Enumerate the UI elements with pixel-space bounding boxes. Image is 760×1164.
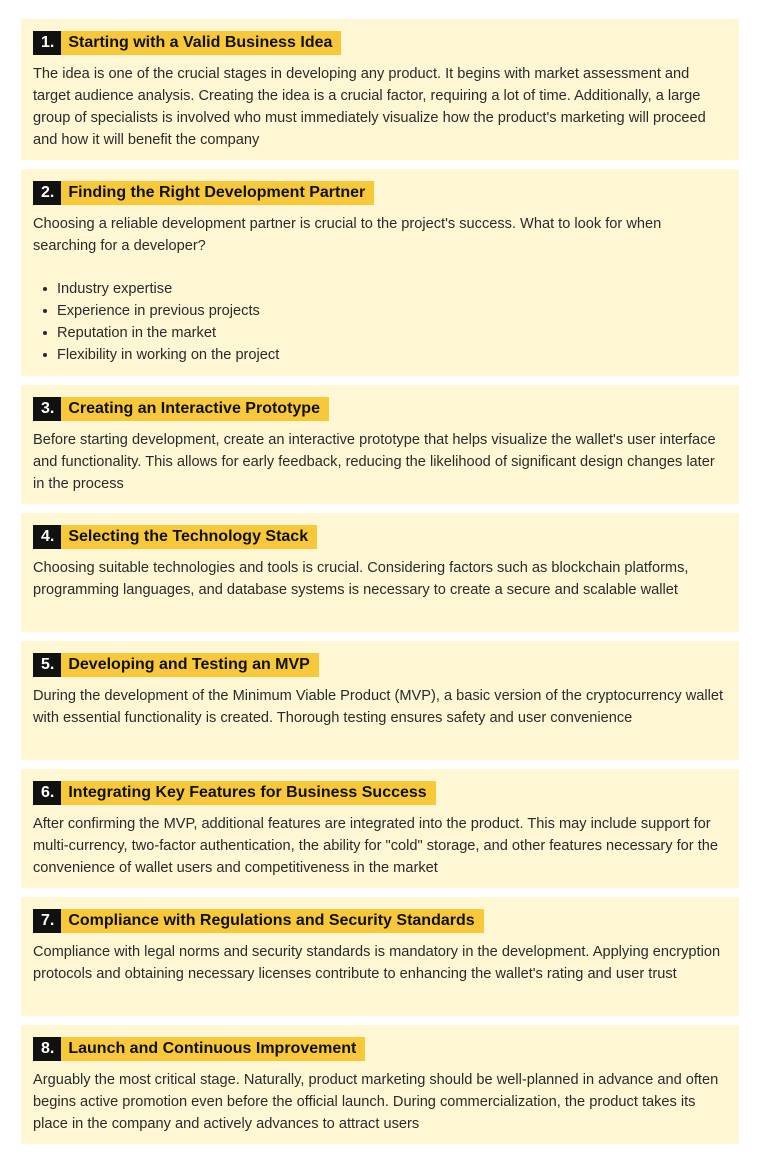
step-title: Finding the Right Development Partner	[61, 181, 374, 205]
step-card-7	[21, 897, 739, 1016]
step-card-5	[21, 641, 739, 760]
developer-criteria-list	[33, 278, 727, 366]
step-number: 3.	[33, 397, 61, 421]
step-heading	[33, 781, 727, 805]
step-description: Choosing suitable technologies and tools is crucial. Considering factors such as blockchain platforms, programming languages, and database systems is necessary to create a secure and scalable wallet	[33, 560, 689, 598]
step-card-1	[21, 19, 739, 160]
step-number: 8.	[33, 1037, 61, 1061]
step-number: 6.	[33, 781, 61, 805]
step-heading	[33, 653, 727, 677]
list-item: Experience in previous projects	[57, 300, 727, 322]
step-description: The idea is one of the crucial stages in developing any product. It begins with market assessment and target audience analysis. Creating the idea is a crucial factor, requiring a lot of time. Additionally, a large group of specialists is involved who must immediately visualize how the product's marketing will proceed and how it will benefit the company	[33, 66, 706, 148]
step-card-3	[21, 385, 739, 504]
step-number: 2.	[33, 181, 61, 205]
step-description: Compliance with legal norms and security standards is mandatory in the development. Applying encryption protocols and obtaining necessary licenses contribute to enhancing the wallet's rating and user trust	[33, 944, 721, 982]
step-number: 4.	[33, 525, 61, 549]
step-description: After confirming the MVP, additional features are integrated into the product. This may include support for multi-currency, two-factor authentication, the ability for "cold" storage, and other features necessary for the convenience of wallet users and competitiveness in the market	[33, 816, 718, 876]
list-item: Flexibility in working on the project	[57, 344, 727, 366]
step-heading	[33, 525, 727, 549]
step-heading	[33, 31, 727, 55]
step-number: 5.	[33, 653, 61, 677]
step-description: During the development of the Minimum Viable Product (MVP), a basic version of the cryptocurrency wallet with essential functionality is created. Thorough testing ensures safety and user convenience	[33, 688, 724, 726]
step-description: Arguably the most critical stage. Naturally, product marketing should be well-planned in advance and often begins active promotion even before the official launch. During commercialization, the product takes its place in the company and actively advances to attract users	[33, 1072, 719, 1132]
step-heading	[33, 909, 727, 933]
step-description: Choosing a reliable development partner is crucial to the project's success. What to look for when searching for a developer?	[33, 216, 662, 254]
step-card-4	[21, 513, 739, 632]
step-number: 1.	[33, 31, 61, 55]
list-item: Reputation in the market	[57, 322, 727, 344]
step-heading	[33, 1037, 727, 1061]
list-item: Industry expertise	[57, 278, 727, 300]
step-title: Compliance with Regulations and Security Standards	[61, 909, 483, 933]
step-card-6	[21, 769, 739, 888]
step-number: 7.	[33, 909, 61, 933]
step-heading	[33, 181, 727, 205]
step-card-8	[21, 1025, 739, 1144]
step-title: Creating an Interactive Prototype	[61, 397, 329, 421]
step-title: Starting with a Valid Business Idea	[61, 31, 341, 55]
step-title: Selecting the Technology Stack	[61, 525, 317, 549]
step-title: Launch and Continuous Improvement	[61, 1037, 365, 1061]
step-title: Integrating Key Features for Business Success	[61, 781, 435, 805]
step-description: Before starting development, create an interactive prototype that helps visualize the wallet's user interface and functionality. This allows for early feedback, reducing the likelihood of significant design changes later in the process	[33, 432, 716, 492]
step-heading	[33, 397, 727, 421]
step-title: Developing and Testing an MVP	[61, 653, 319, 677]
step-card-2	[21, 169, 739, 376]
